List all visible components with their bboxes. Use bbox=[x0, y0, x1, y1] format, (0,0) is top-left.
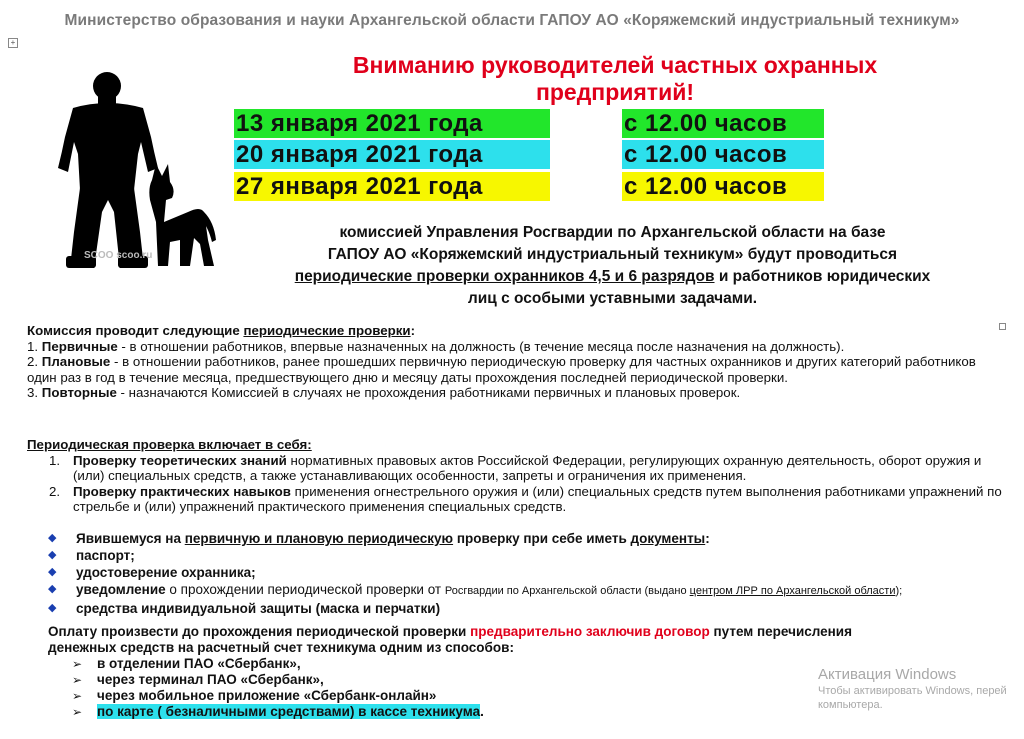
intro-underlined: периодические проверки охранников 4,5 и 6 разрядов bbox=[294, 268, 715, 285]
document-text: удостоверение охранника; bbox=[76, 565, 256, 580]
check-item bbox=[27, 354, 1002, 385]
guard-silhouette-image bbox=[48, 72, 218, 272]
payment-highlight: предварительно заключив договор bbox=[470, 624, 710, 639]
item-text: применения огнестрельного оружия и (или) специальных средств путем выполнения работниками упражнений по стрельбе и (или) упражнений практического применения специальных средств. bbox=[73, 483, 1002, 514]
payment-text: путем перечисления bbox=[709, 624, 852, 639]
document-item bbox=[48, 581, 998, 600]
date-row bbox=[234, 109, 824, 138]
payment-line: денежных средств на расчетный счет техникума одним из способов: bbox=[48, 640, 514, 655]
checks-heading-underlined: периодические проверки bbox=[243, 323, 411, 338]
item-text: - в отношении работников, впервые назначенных на должность (в течение месяца после назначения на должность). bbox=[117, 338, 845, 354]
item-term: Плановые bbox=[41, 354, 111, 369]
check-item bbox=[27, 339, 1002, 355]
document-text: средства индивидуальной защиты (маска и перчатки) bbox=[76, 601, 441, 616]
title-line-1: Вниманию руководителей частных охранных bbox=[352, 52, 878, 78]
checks-heading bbox=[27, 323, 1002, 339]
item-number: 2. bbox=[49, 483, 61, 499]
documents-text: Явившемуся на bbox=[76, 531, 185, 546]
document-item bbox=[48, 600, 998, 617]
document-small: ); bbox=[895, 585, 903, 597]
watermark-subtitle: компьютера. bbox=[818, 699, 883, 711]
item-term: Проверку теоретических знаний bbox=[73, 452, 287, 468]
intro-paragraph bbox=[240, 222, 985, 310]
document-term: уведомление bbox=[76, 582, 166, 597]
document-small-underlined: центром ЛРР по Архангельской области bbox=[689, 585, 896, 597]
includes-item bbox=[27, 484, 1002, 515]
notice-title bbox=[245, 52, 985, 106]
payment-option-highlighted: по карте ( безналичными средствами) в кассе техникума bbox=[97, 704, 481, 719]
bullet-icon: ◆ bbox=[48, 602, 57, 614]
windows-activation-watermark bbox=[818, 666, 1024, 712]
intro-line: лиц с особыми уставными задачами. bbox=[467, 290, 758, 307]
payment-line bbox=[48, 624, 998, 640]
item-term: Повторные bbox=[41, 385, 117, 400]
row-gap bbox=[550, 109, 622, 138]
payment-option: через мобильное приложение «Сбербанк-онлайн» bbox=[97, 688, 437, 703]
move-handle-icon[interactable]: + bbox=[8, 38, 18, 48]
documents-underlined: документы bbox=[630, 531, 706, 546]
documents-colon: : bbox=[705, 531, 710, 546]
document-text: паспорт; bbox=[76, 548, 135, 563]
intro-line bbox=[240, 266, 985, 288]
document-text: о прохождении периодической проверки от bbox=[165, 582, 445, 597]
includes-heading: Периодическая проверка включает в себя: bbox=[27, 437, 312, 452]
item-text: - назначаются Комиссией в случаях не прохождения работниками первичных и плановых проверок. bbox=[116, 385, 741, 400]
documents-section bbox=[48, 530, 998, 617]
document-item bbox=[48, 564, 998, 581]
arrow-icon: ➢ bbox=[72, 673, 83, 687]
documents-heading bbox=[48, 530, 998, 547]
intro-line: комиссией Управления Росгвардии по Архангельской области на базе bbox=[339, 224, 886, 241]
documents-underlined: первичную и плановую периодическую bbox=[184, 531, 454, 546]
date-text: 13 января 2021 года bbox=[234, 109, 550, 138]
bullet-icon: ◆ bbox=[48, 583, 57, 595]
includes-section bbox=[27, 437, 1002, 515]
intro-text: и работников юридических bbox=[714, 268, 931, 285]
date-text: 20 января 2021 года bbox=[234, 140, 550, 169]
check-item bbox=[27, 385, 1002, 401]
intro-line: ГАПОУ АО «Коряжемский индустриальный техникум» будут проводиться bbox=[327, 246, 898, 263]
document-item bbox=[48, 547, 998, 564]
item-body bbox=[73, 484, 1002, 515]
item-term: Проверку практических навыков bbox=[73, 483, 291, 499]
time-text: с 12.00 часов bbox=[622, 140, 824, 169]
item-number: 1. bbox=[27, 338, 42, 354]
time-text: с 12.00 часов bbox=[622, 109, 824, 138]
item-term: Первичные bbox=[41, 338, 118, 354]
item-number: 1. bbox=[49, 452, 61, 468]
item-body bbox=[73, 453, 1002, 484]
checks-heading-colon: : bbox=[410, 323, 416, 338]
payment-option: в отделении ПАО «Сбербанк», bbox=[97, 656, 301, 671]
arrow-icon: ➢ bbox=[72, 689, 83, 703]
bullet-icon: ◆ bbox=[48, 549, 57, 561]
date-row bbox=[234, 172, 824, 201]
bullet-icon: ◆ bbox=[48, 566, 57, 578]
title-line-2: предприятий! bbox=[535, 79, 695, 105]
image-caption: SCOO scoo.ru bbox=[84, 250, 153, 261]
bullet-icon: ◆ bbox=[48, 532, 57, 544]
checks-section bbox=[27, 323, 1002, 401]
time-text: с 12.00 часов bbox=[622, 172, 824, 201]
date-row bbox=[234, 140, 824, 169]
row-gap bbox=[550, 172, 622, 201]
item-number: 3. bbox=[27, 385, 42, 400]
page-header: Министерство образования и науки Архангельской области ГАПОУ АО «Коряжемский индустриальный техникум» bbox=[64, 12, 960, 29]
arrow-icon: ➢ bbox=[72, 705, 83, 719]
watermark-title: Активация Windows bbox=[818, 666, 957, 683]
document-small: Росгвардии по Архангельской области (выдано bbox=[444, 585, 690, 597]
arrow-icon: ➢ bbox=[72, 657, 83, 671]
row-gap bbox=[550, 140, 622, 169]
item-text: - в отношении работников, ранее прошедших первичную периодическую проверку для частных охранников и других категорий работников один раз в год в течение месяца, предшествующего дню и месяцу даты прохождения последней периодической проверки. bbox=[27, 354, 976, 385]
item-text: нормативных правовых актов Российской Федерации, регулирующих охранную деятельность, оборот оружия и (или) специальных средств, а также устанавливающих особенности, запреты и ограничения их применения. bbox=[73, 452, 982, 483]
includes-item bbox=[27, 453, 1002, 484]
payment-option: через терминал ПАО «Сбербанк», bbox=[97, 672, 324, 687]
payment-end: . bbox=[480, 704, 484, 719]
payment-text: Оплату произвести до прохождения периодической проверки bbox=[48, 624, 471, 639]
watermark-subtitle: Чтобы активировать Windows, перей bbox=[818, 685, 1007, 697]
date-text: 27 января 2021 года bbox=[234, 172, 550, 201]
documents-text: проверку при себе иметь bbox=[453, 531, 631, 546]
item-number: 2. bbox=[27, 354, 42, 369]
checks-heading-text: Комиссия проводит следующие bbox=[27, 323, 244, 338]
